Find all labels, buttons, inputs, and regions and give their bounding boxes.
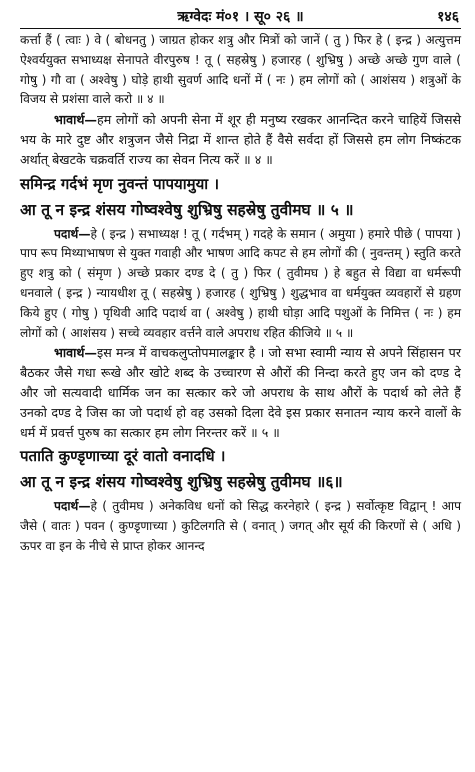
verse-5-line-1 — [20, 172, 461, 197]
verse-5-line-2 — [20, 197, 461, 223]
page-header — [20, 6, 461, 29]
block-label: पदार्थ— — [54, 226, 91, 241]
verse-6-line-1 — [20, 444, 461, 469]
verse-5-padartha — [20, 225, 461, 344]
running-title: ऋग्वेदः मं०१ । सू० २६ ॥ — [177, 9, 304, 25]
block-label: पदार्थ— — [54, 499, 91, 514]
block-text: हे ( इन्द्र ) सभाध्यक्ष ! तू ( गर्दभम् ) गदहे के समान ( अमुया ) हमारे पीछे ( पापया ) पाप रूप मिथ्याभाषण से युक्त गवाही और भाषण आदि कपट से हम लोगों की ( नुवन्तम् ) स्तुति करते हुए शत्रु को ( संमृण ) अच्छे प्रकार दण्ड दे ( तु ) फिर ( तुवीमघ ) हे बहुत से विद्या वा धर्मरूपी धनवाले ( इन्द्र ) न्यायधीश तू ( सहस्रेषु ) हजारह ( शुभ्रिषु ) शुद्धभाव वा धर्मयुक्त व्यवहारों से ग्रहण किये हुए ( गोषु ) पृथिवी आदि पदार्थ वा ( अश्वेषु ) हाथी घोड़ा आदि पशुओं के निमित्त ( नः ) हम लोगों को ( आशंसय ) सच्चे व्यवहार वर्त्तने वाले अपराध रहित कीजिये ॥ ५ ॥ — [20, 226, 461, 340]
block-label: भावार्थ— — [54, 345, 98, 361]
verse-4-bhavartha — [20, 110, 461, 169]
block-text: इस मन्त्र में वाचकलुप्तोपमालङ्कार है । जो सभा स्वामी न्याय से अपने सिंहासन पर बैठकर जैसे गधा रूखे और खोटे शब्द के उच्चारण से औरों की निन्दा करते हुए जन को दण्ड दे और जो सत्यवादी धार्मिक जन का सत्कार करे जो अपराध के साथ औरों के पदार्थ को लेते हैं उनको दण्ड दे जिस का जो पदार्थ हो वह उसको दिला देवे इस प्रकार सनातन न्याय करने वालों के धर्म में प्रवर्त्त पुरुष का सत्कार हम लोग निरन्तर करें ॥ ५ ॥ — [20, 345, 461, 440]
verse-5-bhavartha — [20, 343, 461, 442]
block-text: कर्त्ता हैं ( त्वाः ) वे ( बोधनतु ) जाग्रत होकर शत्रु और मित्रों को जानें ( तु ) फिर हे ( इन्द्र ) अत्युत्तम ऐश्वर्ययुक्त सभाध्यक्ष सेनापते वीरपुरुष ! तू ( सहस्रेषु ) हजारह ( शुभ्रिषु ) अच्छे अच्छे गुण वाले ( गोषु ) गौ वा ( अश्वेषु ) घोड़े हाथी सुवर्ण आदि धनों में ( नः ) हम लोगों को ( आशंसय ) शत्रुओं के विजय से प्रशंसा वाले करो ॥ ४ ॥ — [20, 33, 461, 107]
verse-6-padartha — [20, 497, 461, 556]
mantra-text: समिन्द्र गर्दभं मृण नुवन्तं पापयामुया । — [20, 174, 220, 193]
mantra-text: आ तू न इन्द्र शंसय गोष्वश्वेषु शुभ्रिषु सहस्रेषु तुवीमघ ॥ ५ ॥ — [20, 200, 354, 219]
block-text: हम लोगों को अपनी सेना में शूर ही मनुष्य रखकर आनन्दित करने चाहियें जिससे भय के मारे दुष्ट और शत्रुजन जैसे निद्रा में शान्त होते हैं वैसे सर्वदा हों जिससे हम लोग निष्कंटक अर्थात् बेखटके चक्रवर्ति राज्य का सेवन नित्य करें ॥ ४ ॥ — [20, 112, 461, 167]
verse-4-meaning-continued — [20, 31, 461, 110]
block-label: भावार्थ— — [54, 112, 98, 128]
mantra-text: पताति कुण्डृणाच्या दूरं वातो वनादधि । — [20, 447, 226, 466]
mantra-text: आ तू न इन्द्र शंसय गोष्वश्वेषु शुभ्रिषु सहस्रेषु तुवीमघ ॥६॥ — [20, 473, 343, 492]
verse-6-line-2 — [20, 469, 461, 495]
block-text: हे ( तुवीमघ ) अनेकविध धनों को सिद्ध करनेहारे ( इन्द्र ) सर्वोत्कृष्ट विद्वान् ! आप जैसे ( वातः ) पवन ( कुण्डृणाच्या ) कुटिलगति से ( वनात् ) जगत् और सूर्य की किरणों से ( अधि ) ऊपर वा इन के नीचे से प्राप्त होकर आनन्द — [20, 499, 461, 553]
page-number: १४६ — [437, 9, 459, 25]
